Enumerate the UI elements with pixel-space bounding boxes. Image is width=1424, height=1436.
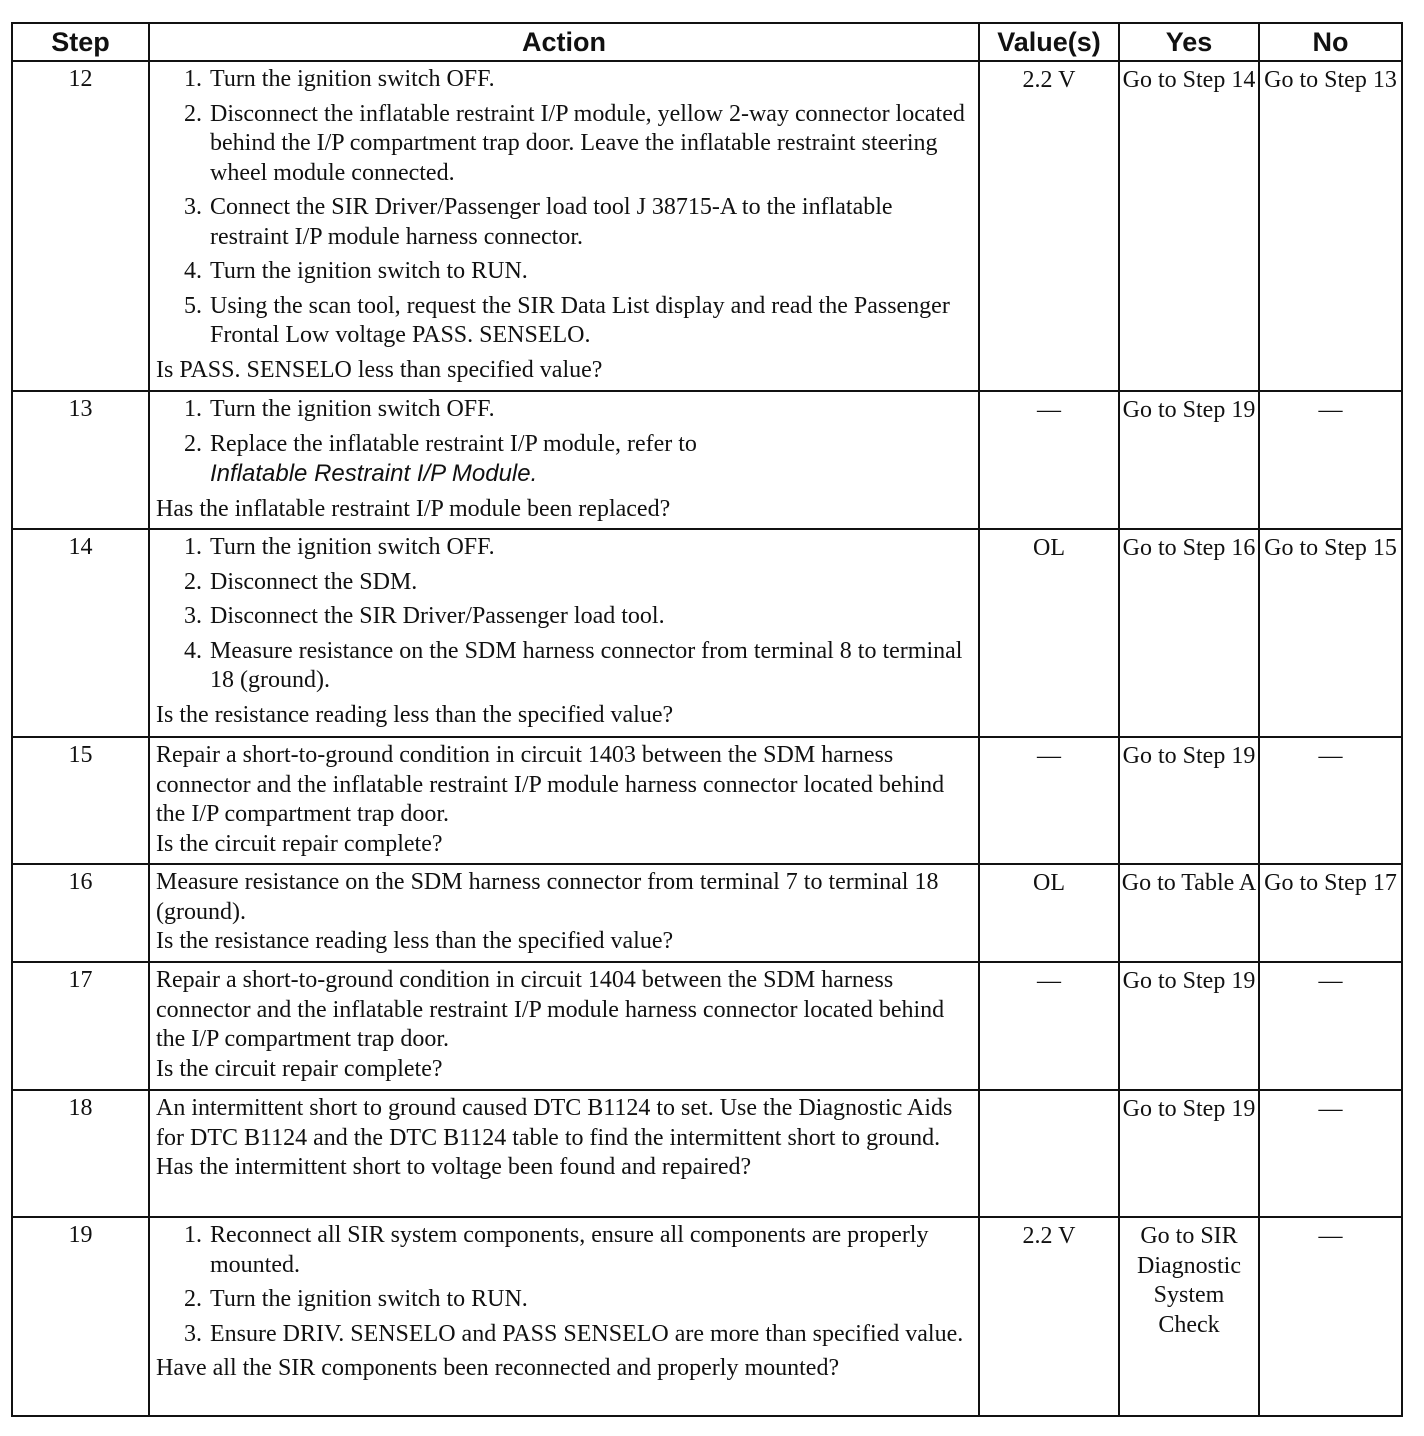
table-row xyxy=(12,61,1402,391)
no-cell: Go to Step 15 xyxy=(1259,529,1402,737)
action-question: Has the intermittent short to voltage been found and repaired? xyxy=(156,1154,752,1180)
action-cell xyxy=(149,1090,979,1217)
action-item: 2. Disconnect the SDM. xyxy=(208,568,972,598)
step-number: 15 xyxy=(12,737,149,864)
header-no: No xyxy=(1259,23,1402,61)
action-list xyxy=(156,1221,972,1349)
action-cell xyxy=(149,737,979,864)
step-number: 19 xyxy=(12,1217,149,1416)
action-text: An intermittent short to ground caused DTC B1124 to set. Use the Diagnostic Aids for DTC B1124 and the DTC B1124 table to find the intermittent short to ground. xyxy=(156,1095,953,1151)
no-cell: — xyxy=(1259,737,1402,864)
action-item: 1. Turn the ignition switch OFF. xyxy=(208,395,972,425)
action-item: 3. Disconnect the SIR Driver/Passenger load tool. xyxy=(208,602,972,632)
table-row xyxy=(12,737,1402,864)
action-question: Is the resistance reading less than the specified value? xyxy=(156,701,674,728)
header-action: Action xyxy=(149,23,979,61)
value-cell: — xyxy=(979,737,1119,864)
action-item: 2. Disconnect the inflatable restraint I/P module, yellow 2-way connector located behind the I/P compartment trap door. Leave the inflatable restraint steering wheel module connected. xyxy=(208,100,972,189)
yes-cell: Go to Step 19 xyxy=(1119,391,1259,529)
yes-cell: Go to Step 19 xyxy=(1119,737,1259,864)
step-number: 18 xyxy=(12,1090,149,1217)
action-question: Is the circuit repair complete? xyxy=(156,1055,443,1082)
no-cell: Go to Step 13 xyxy=(1259,61,1402,391)
step-number: 17 xyxy=(12,962,149,1090)
action-cell xyxy=(149,962,979,1090)
table-row xyxy=(12,529,1402,737)
action-question: Have all the SIR components been reconnected and properly mounted? xyxy=(156,1355,840,1381)
action-list xyxy=(156,395,972,490)
table-row xyxy=(12,864,1402,962)
value-cell: OL xyxy=(979,529,1119,737)
table-row xyxy=(12,962,1402,1090)
action-cell xyxy=(149,61,979,391)
action-item: 2. Turn the ignition switch to RUN. xyxy=(208,1285,972,1315)
action-text: Repair a short-to-ground condition in circuit 1404 between the SDM harness connector and the inflatable restraint I/P module harness connector located behind the I/P compartment trap door. xyxy=(156,967,945,1052)
action-item: 1. Reconnect all SIR system components, ensure all components are properly mounted. xyxy=(208,1221,972,1280)
action-item-text: Replace the inflatable restraint I/P module, refer to xyxy=(210,430,697,457)
yes-cell: Go to Step 19 xyxy=(1119,1090,1259,1217)
action-cell xyxy=(149,391,979,529)
action-item: 4. Turn the ignition switch to RUN. xyxy=(208,257,972,287)
value-cell: — xyxy=(979,391,1119,529)
action-item: 3. Connect the SIR Driver/Passenger load tool J 38715-A to the inflatable restraint I/P module harness connector. xyxy=(208,193,972,252)
value-cell: 2.2 V xyxy=(979,1217,1119,1416)
step-number: 14 xyxy=(12,529,149,737)
yes-cell: Go to Table A xyxy=(1119,864,1259,962)
table-row xyxy=(12,391,1402,529)
no-cell: — xyxy=(1259,391,1402,529)
table-row xyxy=(12,1090,1402,1217)
diagnostic-table-container xyxy=(11,22,1401,1417)
action-question: Is the circuit repair complete? xyxy=(156,830,443,857)
action-item: 1. Turn the ignition switch OFF. xyxy=(208,533,972,563)
value-cell: OL xyxy=(979,864,1119,962)
yes-cell: Go to Step 14 xyxy=(1119,61,1259,391)
action-list xyxy=(156,533,972,696)
no-cell: — xyxy=(1259,962,1402,1090)
no-cell: — xyxy=(1259,1090,1402,1217)
header-values: Value(s) xyxy=(979,23,1119,61)
step-number: 13 xyxy=(12,391,149,529)
action-text: Measure resistance on the SDM harness connector from terminal 7 to terminal 18 (ground). xyxy=(156,869,939,925)
action-list xyxy=(156,65,972,351)
yes-cell: Go to SIR Diagnostic System Check xyxy=(1119,1217,1259,1416)
value-cell: — xyxy=(979,962,1119,1090)
table-row xyxy=(12,1217,1402,1416)
action-question: Is PASS. SENSELO less than specified value? xyxy=(156,356,603,383)
action-question: Is the resistance reading less than the specified value? xyxy=(156,928,674,954)
step-number: 12 xyxy=(12,61,149,391)
header-row xyxy=(12,23,1402,61)
action-cell xyxy=(149,1217,979,1416)
action-item: 3. Ensure DRIV. SENSELO and PASS SENSELO are more than specified value. xyxy=(208,1320,972,1350)
step-number: 16 xyxy=(12,864,149,962)
action-question: Has the inflatable restraint I/P module been replaced? xyxy=(156,495,671,522)
yes-cell: Go to Step 16 xyxy=(1119,529,1259,737)
header-yes: Yes xyxy=(1119,23,1259,61)
yes-cell: Go to Step 19 xyxy=(1119,962,1259,1090)
action-item xyxy=(208,430,972,490)
action-cell xyxy=(149,529,979,737)
action-item: 1. Turn the ignition switch OFF. xyxy=(208,65,972,95)
value-cell: 2.2 V xyxy=(979,61,1119,391)
action-cell xyxy=(149,864,979,962)
action-text: Repair a short-to-ground condition in circuit 1403 between the SDM harness connector and the inflatable restraint I/P module harness connector located behind the I/P compartment trap door. xyxy=(156,742,945,827)
header-step: Step xyxy=(12,23,149,61)
module-reference-link: Inflatable Restraint I/P Module. xyxy=(210,460,538,487)
no-cell: Go to Step 17 xyxy=(1259,864,1402,962)
no-cell: — xyxy=(1259,1217,1402,1416)
action-item: 5. Using the scan tool, request the SIR Data List display and read the Passenger Frontal Low voltage PASS. SENSELO. xyxy=(208,292,972,351)
action-item: 4. Measure resistance on the SDM harness connector from terminal 8 to terminal 18 (ground). xyxy=(208,637,972,696)
diagnostic-table xyxy=(11,22,1403,1417)
value-cell xyxy=(979,1090,1119,1217)
